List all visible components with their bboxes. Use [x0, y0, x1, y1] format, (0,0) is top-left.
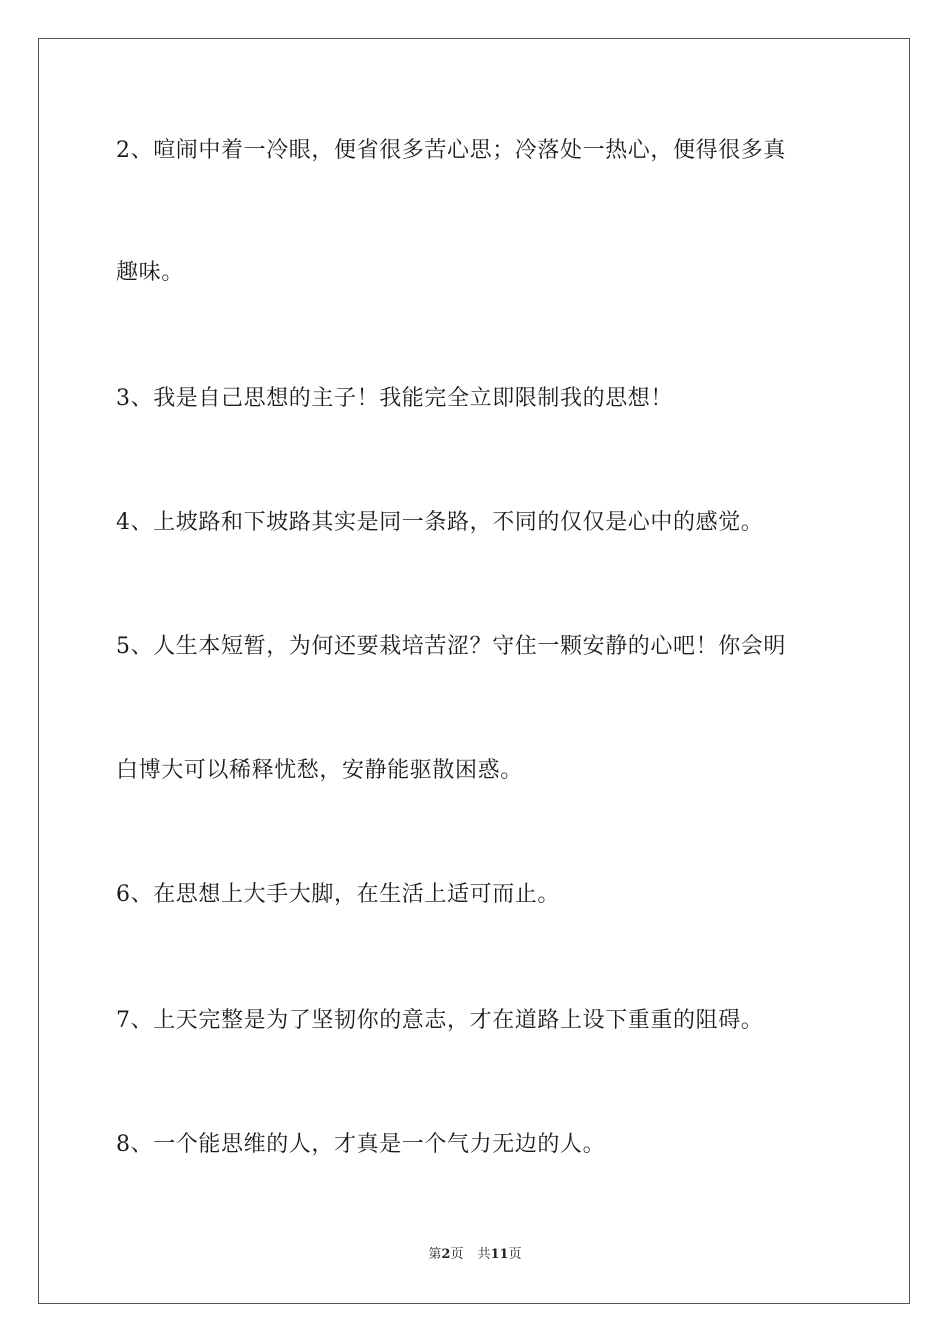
page-prefix: 第 [428, 1247, 442, 1262]
text-line-4: 4、上坡路和下坡路其实是同一条路，不同的仅仅是心中的感觉。 [116, 510, 764, 535]
page-footer [0, 1246, 950, 1264]
total-pages: 11 [490, 1247, 509, 1262]
text-line-8: 7、上天完整是为了坚韧你的意志，才在道路上设下重重的阻碍。 [116, 1008, 764, 1033]
text-line-9: 8、一个能思维的人，才真是一个气力无边的人。 [116, 1132, 606, 1157]
text-line-1: 2、喧闹中着一冷眼，便省很多苦心思；冷落处一热心，便得很多真 [116, 138, 786, 163]
text-line-2: 趣味。 [116, 260, 184, 285]
total-suffix: 页 [508, 1247, 522, 1262]
total-prefix: 共 [477, 1247, 491, 1262]
text-line-7: 6、在思想上大手大脚，在生活上适可而止。 [116, 882, 560, 907]
page-number: 2 [441, 1247, 451, 1262]
page-frame [38, 38, 910, 1304]
text-line-5: 5、人生本短暂，为何还要栽培苦涩？守住一颗安静的心吧！你会明 [116, 634, 786, 659]
text-line-6: 白博大可以稀释忧愁，安静能驱散困惑。 [116, 758, 523, 783]
text-line-3: 3、我是自己思想的主子！我能完全立即限制我的思想！ [116, 386, 673, 411]
page-suffix: 页 [450, 1247, 464, 1262]
